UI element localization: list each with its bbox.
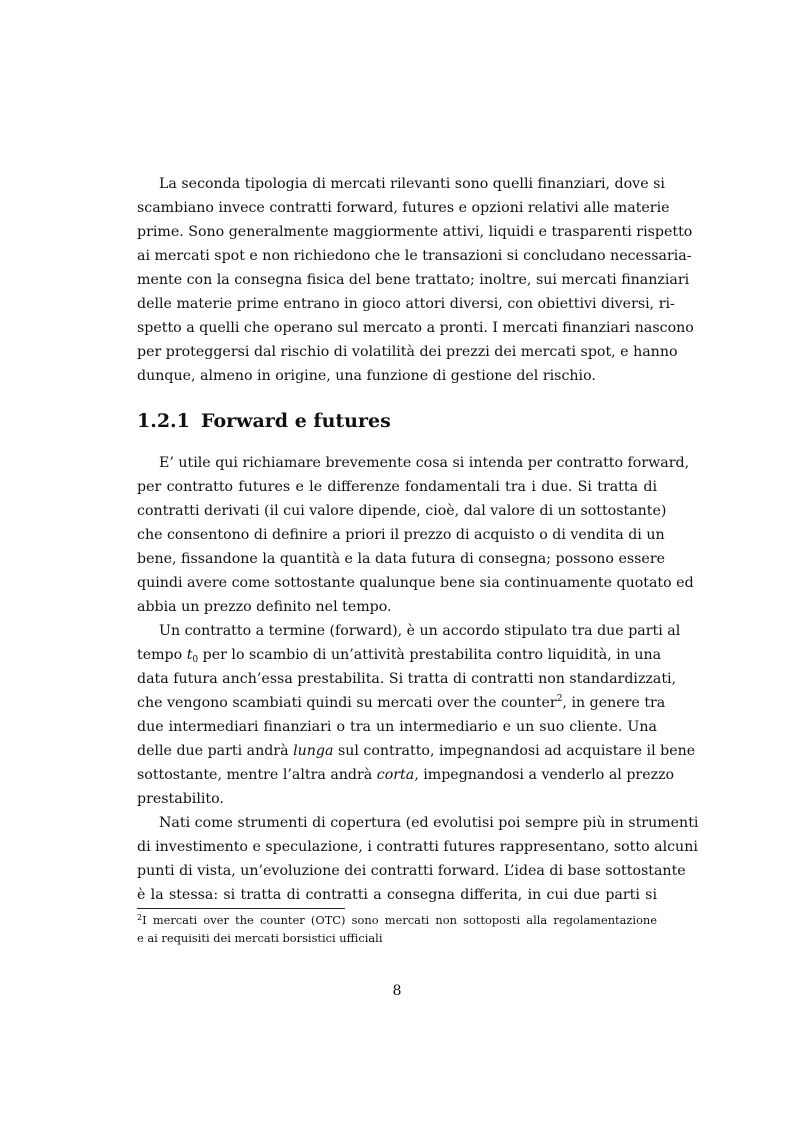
text-line: E’ utile qui richiamare brevemente cosa si intenda per contratto forward,	[159, 455, 690, 471]
text-line: punti di vista, un’evoluzione dei contratti forward. L’idea di base sottostante	[137, 863, 686, 879]
text-line: contratti derivati (il cui valore dipende, cioè, dal valore di un sottostante)	[137, 503, 667, 519]
footnote-line: e ai requisiti dei mercati borsistici ufficiali	[137, 931, 383, 945]
text-line: spetto a quelli che operano sul mercato a pronti. I mercati finanziari nascono	[137, 320, 694, 336]
text-span: sottostante, mentre l’altra andrà	[137, 767, 373, 783]
footnote-text: I mercati over the counter (OTC) sono mercati non sottoposti alla regolamentazione	[142, 913, 657, 927]
text-span: , in genere tra	[562, 695, 666, 711]
emphasis-lunga: lunga	[293, 743, 334, 759]
text-line: prime. Sono generalmente maggiormente attivi, liquidi e trasparenti rispetto	[137, 224, 693, 240]
text-line: dunque, almeno in origine, una funzione di gestione del rischio.	[137, 368, 596, 384]
text-line: quindi avere come sottostante qualunque bene sia continuamente quotato ed	[137, 575, 694, 591]
text-line	[137, 691, 666, 715]
text-line: delle materie prime entrano in gioco attori diversi, con obiettivi diversi, ri-	[137, 296, 675, 312]
text-line: data futura anch’essa prestabilita. Si tratta di contratti non standardizzati,	[137, 671, 677, 687]
text-line: La seconda tipologia di mercati rilevanti sono quelli finanziari, dove si	[159, 176, 665, 192]
math-variable: t	[186, 647, 193, 663]
math-t0	[187, 647, 198, 663]
text-line	[137, 643, 662, 667]
footnote-number: 2	[137, 913, 143, 922]
text-line	[137, 739, 696, 763]
section-number: 1.2.1	[137, 410, 190, 432]
text-line: due intermediari finanziari o tra un intermediario e un suo cliente. Una	[137, 719, 657, 735]
section-heading	[137, 410, 391, 432]
footnote-line	[137, 911, 657, 929]
text-span: tempo	[137, 647, 183, 663]
footnote-rule	[137, 908, 345, 909]
footnote-marker[interactable]: 2	[556, 694, 563, 704]
text-line: abbia un prezzo definito nel tempo.	[137, 599, 392, 615]
text-line: per proteggersi dal rischio di volatilità dei prezzi dei mercati spot, e hanno	[137, 344, 678, 360]
text-line: per contratto futures e le differenze fondamentali tra i due. Si tratta di	[137, 479, 657, 495]
text-line: bene, fissandone la quantità e la data futura di consegna; possono essere	[137, 551, 665, 567]
text-span: , impegnandosi a venderlo al prezzo	[414, 767, 675, 783]
text-span: per lo scambio di un’attività prestabilita contro liquidità, in una	[202, 647, 662, 663]
math-subscript: 0	[192, 655, 199, 665]
text-line: Un contratto a termine (forward), è un accordo stipulato tra due parti al	[159, 623, 681, 639]
page-number: 8	[392, 983, 402, 999]
text-line: di investimento e speculazione, i contratti futures rappresentano, sotto alcuni	[137, 839, 698, 855]
text-line: prestabilito.	[137, 791, 224, 807]
text-span: che vengono scambiati quindi su mercati over the counter	[137, 695, 557, 711]
text-line: Nati come strumenti di copertura (ed evolutisi poi sempre più in strumenti	[159, 815, 699, 831]
text-line: è la stessa: si tratta di contratti a consegna differita, in cui due parti si	[137, 887, 657, 903]
text-line: scambiano invece contratti forward, futures e opzioni relativi alle materie	[137, 200, 670, 216]
emphasis-corta: corta	[376, 767, 415, 783]
text-line: ai mercati spot e non richiedono che le transazioni si concludano necessaria-	[137, 248, 692, 264]
text-span: sul contratto, impegnandosi ad acquistare il bene	[337, 743, 696, 759]
text-span: delle due parti andrà	[137, 743, 289, 759]
section-title: Forward e futures	[201, 410, 391, 432]
text-line	[137, 763, 675, 787]
text-line: mente con la consegna fisica del bene trattato; inoltre, sui mercati finanziari	[137, 272, 690, 288]
text-line: che consentono di definire a priori il prezzo di acquisto o di vendita di un	[137, 527, 665, 543]
